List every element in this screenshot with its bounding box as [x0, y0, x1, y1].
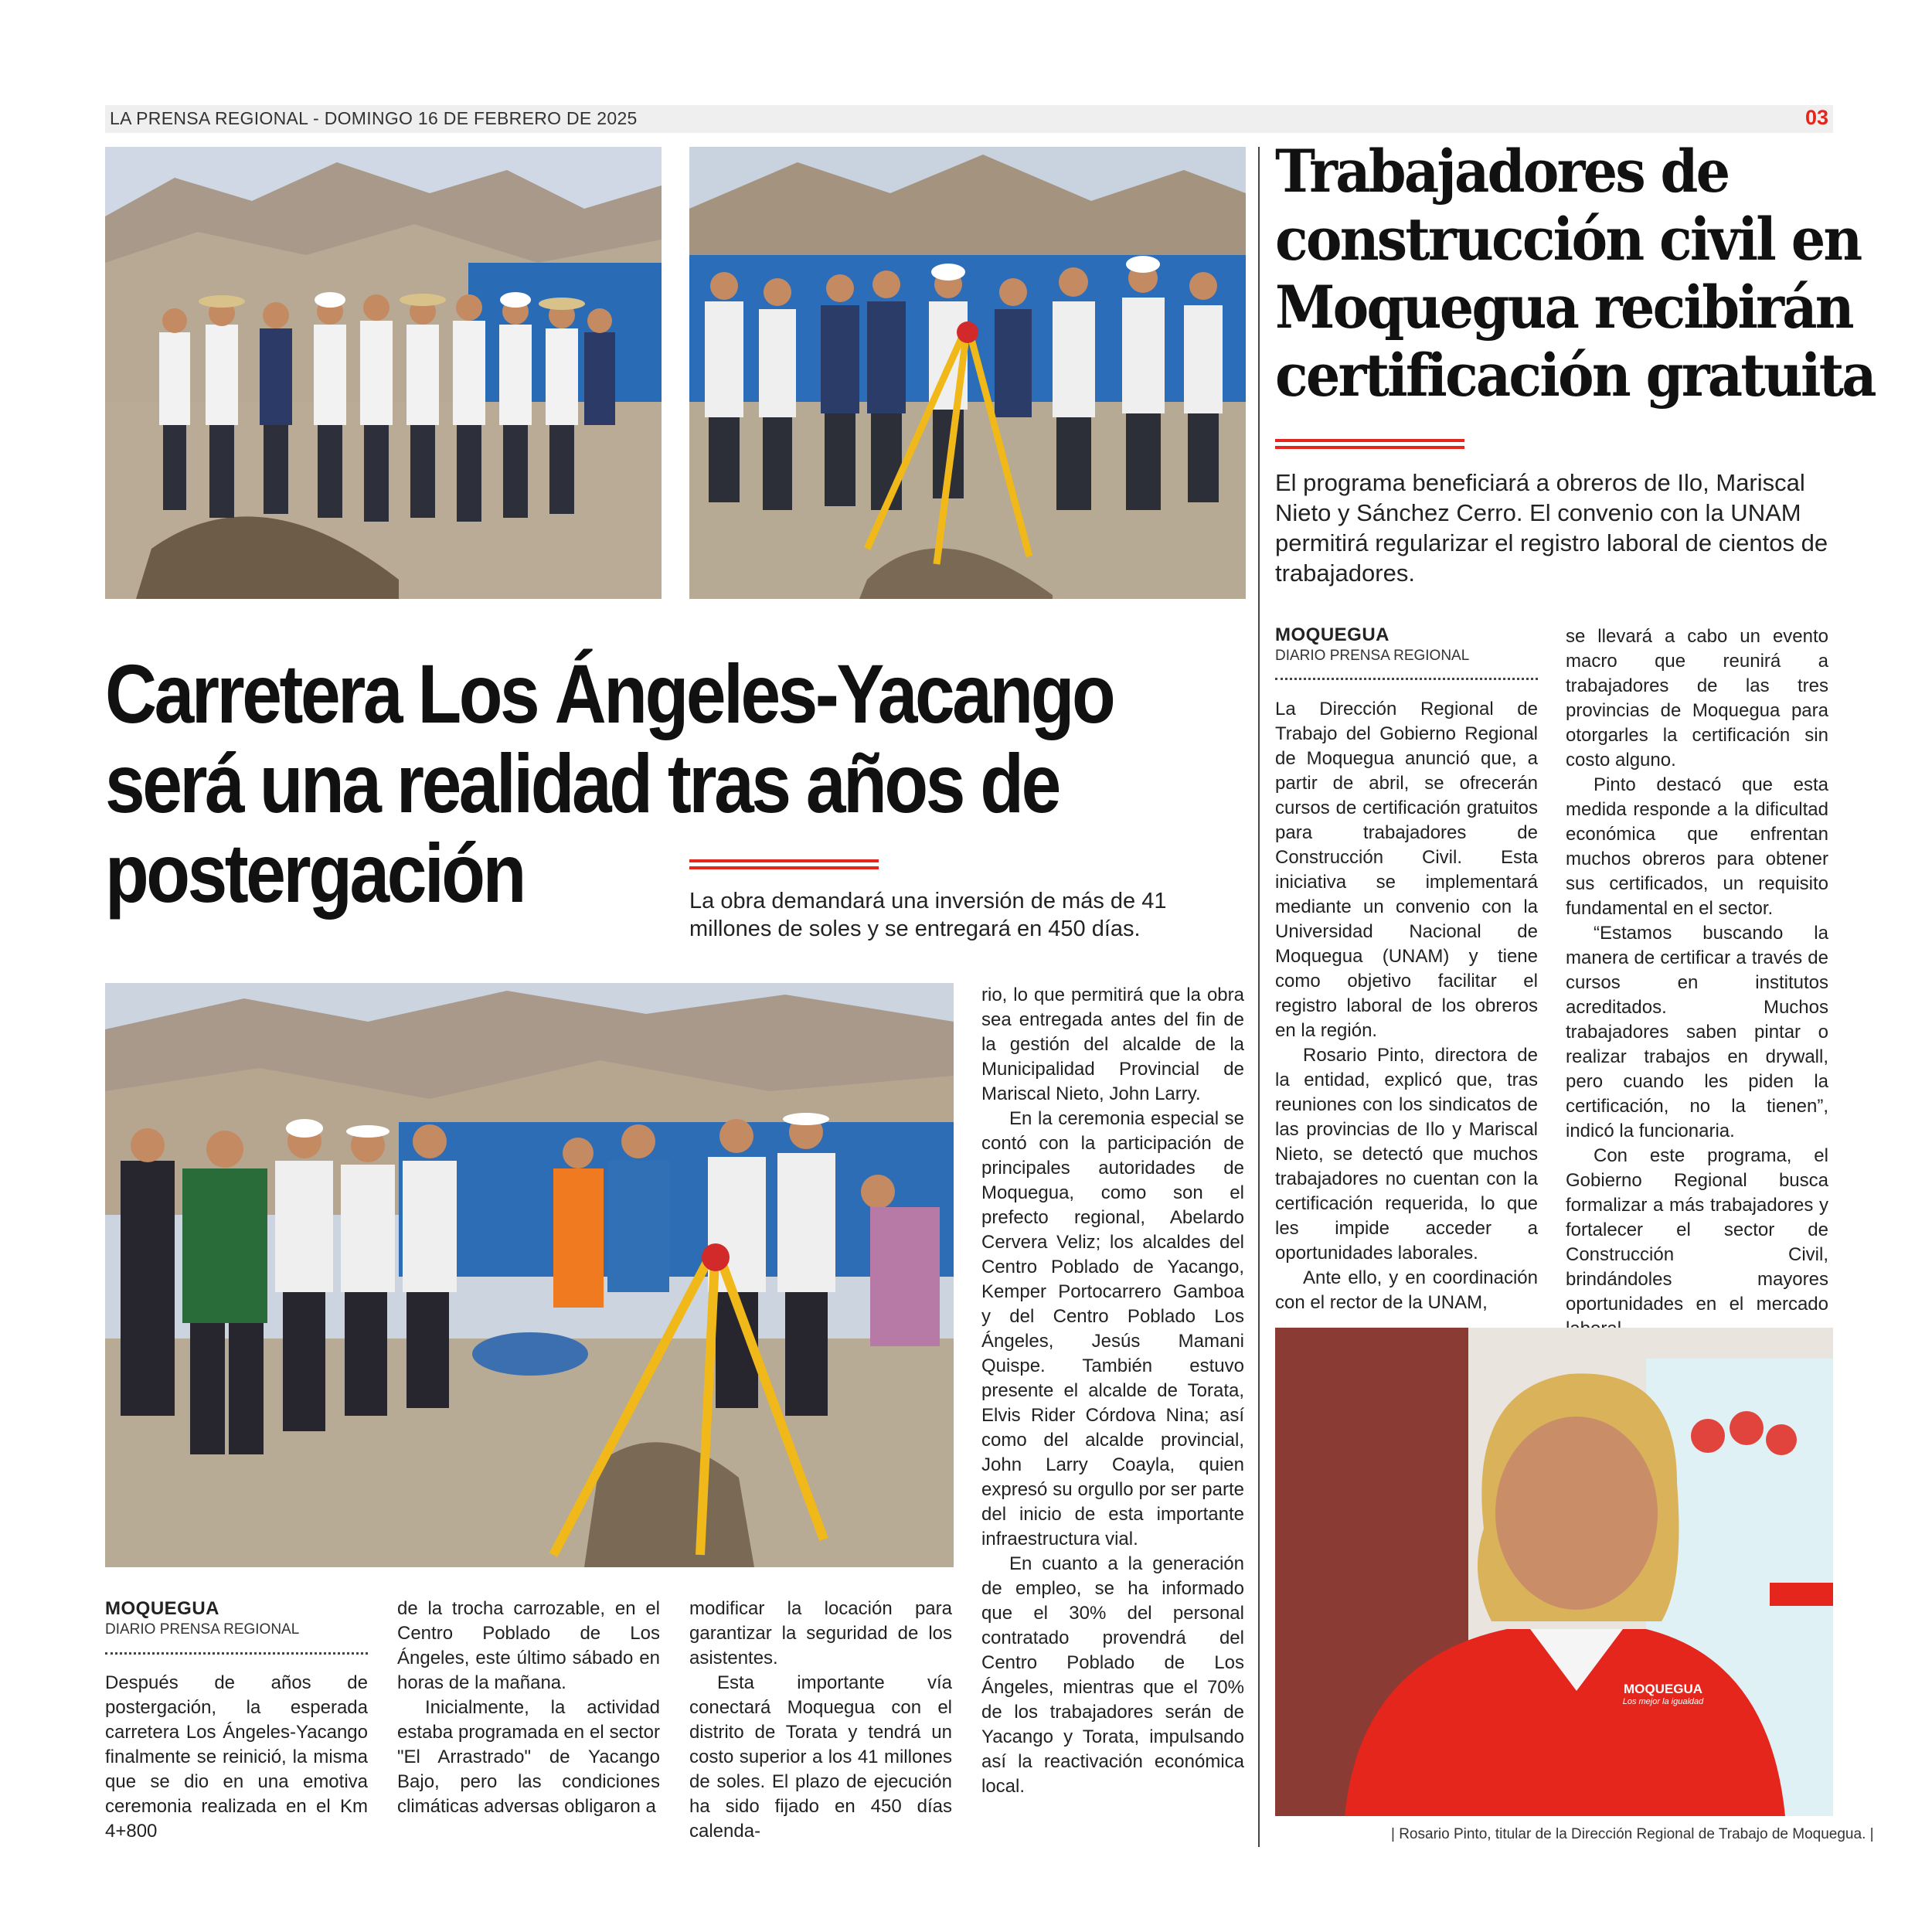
side-column-2 — [1566, 624, 1828, 1342]
main-column-2 — [397, 1597, 660, 1819]
paragraph: En cuanto a la generación de empleo, se ha informado que el 30% del personal contratado provendrá del Centro Poblado de Los Ángeles, mientras que el 70% de los trabajadores serán de Yacango y Torata, impulsando así la reactivación económica local. — [981, 1553, 1244, 1797]
byline-place: MOQUEGUA — [1275, 624, 1389, 645]
paragraph: de la trocha carrozable, en el Centro Poblado de Los Ángeles, este último sábado en horas de la mañana. — [397, 1598, 660, 1693]
side-headline-line: Moquegua recibirán — [1275, 273, 1852, 342]
paragraph: rio, lo que permitirá que la obra sea entregada antes del fin de la gestión del alcalde de la Municipalidad Provincial de Mariscal Nieto, John Larry. — [981, 985, 1244, 1104]
page-number: 03 — [1804, 106, 1828, 129]
paragraph: Con este programa, el Gobierno Regional busca formalizar a más trabajadores y fortalecer el sector de Construcción Civil, brindándoles mayores oportunidades en el mercado — [1566, 1145, 1828, 1315]
paragraph: “Estamos buscando la manera de certificar a través de cursos en institutos acreditados. Muchos trabajadores saben pintar o realizar trabajos en drywall, pero cuando les piden la certificación, no la tienen”, indicó la funcionaria. — [1566, 923, 1828, 1141]
paragraph: La Dirección Regional de Trabajo del Gobierno Regional de Moquegua anunció que, a partir de abril, se ofrecerán cursos de certificación gratuitos para trabajadores de Construcción Civil. Esta iniciativa se implementará mediante un convenio con la Universidad Nacional de Moquegua (UNAM) y tiene como objetivo facilitar el registro laboral de los obreros en la región. — [1275, 699, 1538, 1041]
main-column-3 — [689, 1597, 952, 1844]
side-byline — [1275, 624, 1538, 665]
paragraph: Pinto destacó que esta medida responde a la dificultad económica que enfrentan muchos obreros para obtener sus certificados, un requisito fundamental en el sector. — [1566, 774, 1828, 919]
side-red-rule — [1275, 439, 1464, 456]
main-deck: La obra demandará una inversión de más de 41 millones de soles y se entregará en 450 días. — [689, 889, 1167, 941]
byline-source: DIARIO PRENSA REGIONAL — [105, 1621, 300, 1638]
paragraph: En la ceremonia especial se contó con la participación de principales autoridades de Moquegua, como son el prefecto regional, Abelardo Cervera Veliz; los alcaldes del Centro Poblado de Yacango, Kemper Portocarrero Gamboa y del Centro Poblado Los Ángeles, Jesús Mamani Quispe. También estuvo presente el alcalde de Torata, Elvis Rider Córdova Nina; así como del alcalde provincial, John Larry Coayla, quien expresó su orgullo por ser parte del inicio de esta importante infraestructura vial. — [981, 1108, 1244, 1549]
main-column-4 — [981, 983, 1244, 1799]
paragraph: modificar la locación para garantizar la seguridad de los asistentes. — [689, 1598, 952, 1668]
photo-caption: | Rosario Pinto, titular de la Dirección Regional de Trabajo de Moquegua. | — [1391, 1826, 1874, 1842]
paragraph: Inicialmente, la actividad estaba programada en el sector "El Arrastrado" de Yacango Bajo, pero las condiciones climáticas adversas obligaron a — [397, 1697, 660, 1817]
side-headline-line: construcción civil en — [1275, 205, 1861, 274]
main-headline-line: Carretera Los Ángeles-Yacango — [105, 647, 1114, 740]
paragraph: Esta importante vía conectará Moquegua con el distrito de Torata y tendrá un costo superior a los 41 millones de soles. El plazo de ejecución ha sido fijado en 450 días calenda- — [689, 1672, 952, 1842]
main-red-rule — [689, 859, 879, 876]
main-byline — [105, 1598, 368, 1638]
side-headline-line: certificación gratuita — [1275, 341, 1875, 410]
paragraph: se llevará a cabo un evento macro que reunirá a trabajadores de las tres provincias de Moquegua para otorgarles la certificación sin costo alguno. — [1566, 626, 1828, 770]
side-headline — [1275, 137, 1875, 410]
photo-main-ceremony — [105, 983, 954, 1567]
main-headline-line: será una realidad tras años de — [105, 736, 1059, 830]
side-headline-line: Trabajadores de — [1275, 137, 1729, 206]
side-deck: El programa beneficiará a obreros de Ilo, Mariscal Nieto y Sánchez Cerro. El convenio con la UNAM permitirá regularizar el registro laboral de cientos de trabajadores. — [1275, 469, 1828, 587]
column-divider — [1258, 147, 1260, 1847]
photo-group-authorities — [105, 147, 662, 599]
jacket-logo — [1612, 1682, 1714, 1706]
paragraph: Ante ello, y en coordinación con el rector de la UNAM, — [1275, 1267, 1538, 1313]
jacket-logo-tagline: Los mejor la igualdad — [1622, 1697, 1704, 1706]
main-headline-line: postergación — [105, 826, 524, 920]
photo-rosario-pinto — [1275, 1328, 1833, 1816]
byline-divider — [105, 1652, 368, 1655]
byline-divider — [1275, 678, 1538, 680]
jacket-logo-text: MOQUEGUA — [1624, 1682, 1702, 1696]
side-column-1 — [1275, 697, 1538, 1315]
main-column-1 — [105, 1671, 368, 1844]
paragraph: Rosario Pinto, directora de la entidad, explicó que, tras reuniones con los sindicatos de las provincias de Ilo y Mariscal Nieto, se detectó que muchos trabajadores no cuentan con la certificación requerida, lo que les impide acceder a oportunidades laborales. — [1275, 1045, 1538, 1264]
paragraph: Después de años de postergación, la esperada carretera Los Ángeles-Yacango finalmente se reinició, la misma que se dio en una emotiva ceremonia realizada en el Km 4+800 — [105, 1672, 368, 1842]
byline-source: DIARIO PRENSA REGIONAL — [1275, 648, 1470, 664]
byline-place: MOQUEGUA — [105, 1598, 219, 1619]
page-header — [105, 105, 1833, 133]
publication-date: LA PRENSA REGIONAL - DOMINGO 16 DE FEBRERO DE 2025 — [110, 108, 638, 128]
photo-tripod-ceremony — [689, 147, 1246, 599]
